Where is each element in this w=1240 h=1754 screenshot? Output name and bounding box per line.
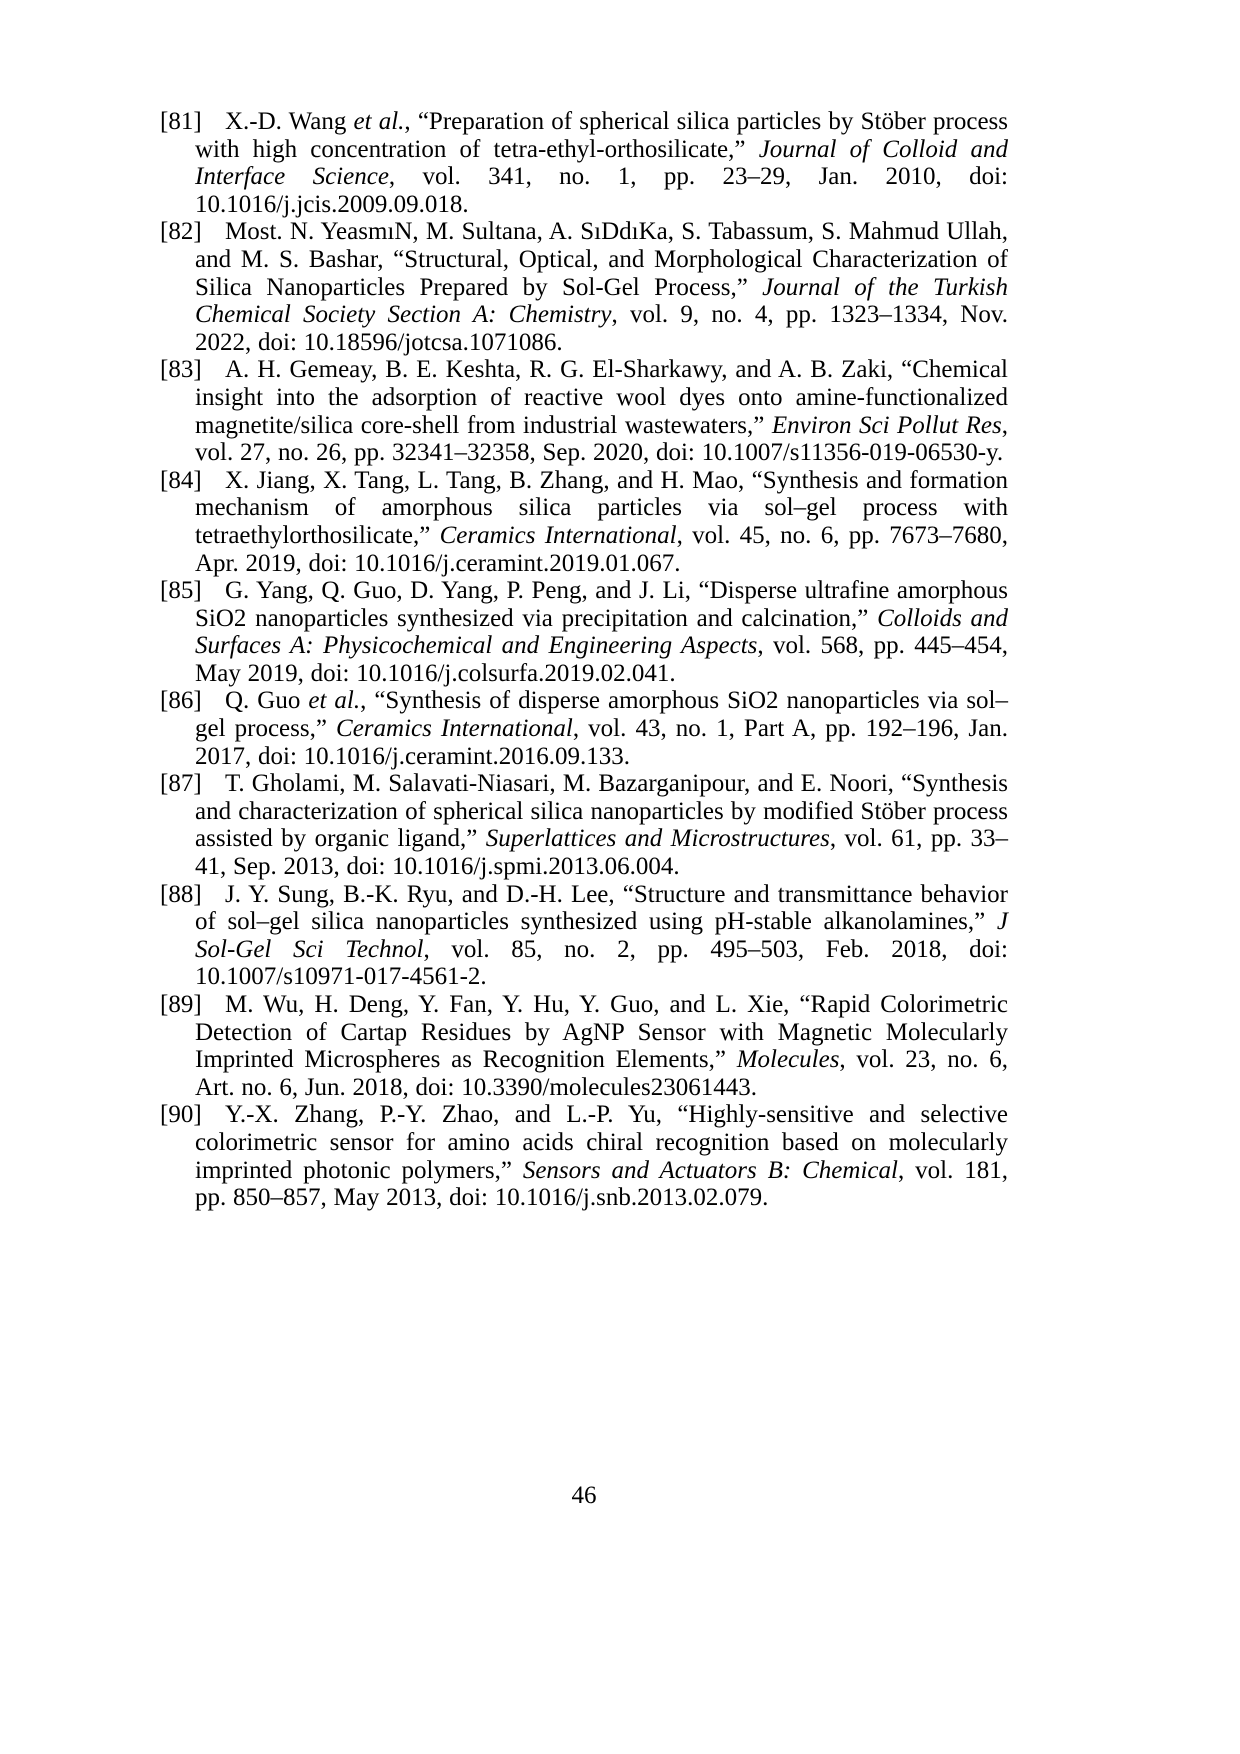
reference-text-italic: Ceramics International xyxy=(336,715,573,743)
reference-text: , vol. 27, no. 26, pp. 32341–32358, Sep. 2020, doi: 10.1007/s11356-019-06530-y. xyxy=(195,411,1008,467)
reference-text: , vol. 45, no. 6, pp. 7673–7680, Apr. 2019, doi: 10.1016/j.ceramint.2019.01.067. xyxy=(195,521,1008,577)
reference-text: A. H. Gemeay, B. E. Keshta, R. G. El-Sharkawy, and A. B. Zaki, “Chemical insight into the adsorption of reactive wool dyes onto amine-functionalized magnetite/silica core-shell from industrial wastewaters,” xyxy=(195,356,1008,439)
reference-text: X.-D. Wang xyxy=(225,108,354,135)
reference-list xyxy=(160,108,1008,1212)
reference-label: [89] xyxy=(160,991,202,1018)
reference-text-italic: Journal of Colloid and Interface Science xyxy=(195,135,1008,191)
reference-label: [82] xyxy=(160,218,202,246)
reference-label: [83] xyxy=(160,356,202,384)
reference-item xyxy=(160,108,1008,218)
reference-text: J. Y. Sung, B.-K. Ryu, and D.-H. Lee, “Structure and transmittance behavior of sol–gel silica nanoparticles synthesized using pH-stable alkanolamines,” xyxy=(195,880,1008,936)
reference-text: X. Jiang, X. Tang, L. Tang, B. Zhang, and H. Mao, “Synthesis and formation mechanism of amorphous silica particles via sol–gel process with tetraethylorthosilicate,” xyxy=(195,466,1008,549)
reference-text: G. Yang, Q. Guo, D. Yang, P. Peng, and J. Li, “Disperse ultrafine amorphous SiO2 nanoparticles synthesized via precipitation and calcination,” xyxy=(195,577,1008,632)
reference-item xyxy=(160,1101,1008,1211)
reference-text: Most. N. YeasmıN, M. Sultana, A. SıDdıKa, S. Tabassum, S. Mahmud Ullah, and M. S. Bashar, “Structural, Optical, and Morphological Characterization of Silica Nanoparticles Prepared by Sol-Gel Process,” xyxy=(195,218,1008,301)
reference-item xyxy=(160,356,1008,466)
reference-text-italic: Molecules xyxy=(736,1046,840,1074)
reference-item xyxy=(160,687,1008,770)
reference-text-italic: et al. xyxy=(353,108,405,135)
reference-label: [86] xyxy=(160,687,202,715)
reference-item xyxy=(160,467,1008,577)
reference-item xyxy=(160,770,1008,880)
reference-text: , vol. 23, no. 6, Art. no. 6, Jun. 2018, doi: 10.3390/molecules23061443. xyxy=(195,1046,1009,1101)
reference-text-italic: Journal of the Turkish Chemical Society Section A: Chemistry xyxy=(195,273,1008,329)
reference-text-italic: Colloids and Surfaces A: Physicochemical and Engineering Aspects xyxy=(195,604,1008,660)
reference-text: , vol. 341, no. 1, pp. 23–29, Jan. 2010, doi: 10.1016/j.jcis.2009.09.018. xyxy=(195,163,1008,218)
reference-label: [88] xyxy=(160,880,202,908)
reference-item xyxy=(160,881,1008,991)
reference-text-italic: J Sol-Gel Sci Technol xyxy=(195,908,1008,963)
reference-text: T. Gholami, M. Salavati-Niasari, M. Bazarganipour, and E. Noori, “Synthesis and characterization of spherical silica nanoparticles by modified Stöber process assisted by organic ligand,” xyxy=(195,770,1008,853)
reference-text-italic: et al. xyxy=(308,687,361,715)
reference-text: , “Preparation of spherical silica particles by Stöber process with high concentration of tetra-ethyl-orthosilicate,” xyxy=(195,108,1008,163)
reference-text: , vol. 85, no. 2, pp. 495–503, Feb. 2018, doi: 10.1007/s10971-017-4561-2. xyxy=(195,935,1009,991)
reference-text: Y.-X. Zhang, P.-Y. Zhao, and L.-P. Yu, “Highly-sensitive and selective colorimetric sensor for amino acids chiral recognition based on molecularly imprinted photonic polymers,” xyxy=(195,1101,1008,1184)
reference-text: Q. Guo xyxy=(225,687,309,715)
reference-text-italic: Sensors and Actuators B: Chemical xyxy=(522,1156,898,1184)
reference-text: , vol. 181, pp. 850–857, May 2013, doi: 10.1016/j.snb.2013.02.079. xyxy=(195,1156,1008,1212)
reference-label: [87] xyxy=(160,770,202,798)
reference-text: , vol. 9, no. 4, pp. 1323–1334, Nov. 2022, doi: 10.18596/jotcsa.1071086. xyxy=(195,301,1008,356)
reference-text-italic: Environ Sci Pollut Res xyxy=(771,411,1002,439)
reference-label: [84] xyxy=(160,466,202,494)
reference-text: , vol. 43, no. 1, Part A, pp. 192–196, Jan. 2017, doi: 10.1016/j.ceramint.2016.09.133. xyxy=(195,715,1008,770)
reference-text: , vol. 61, pp. 33–41, Sep. 2013, doi: 10.1016/j.spmi.2013.06.004. xyxy=(195,825,1008,881)
reference-label: [90] xyxy=(160,1101,202,1129)
reference-text: M. Wu, H. Deng, Y. Fan, Y. Hu, Y. Guo, and L. Xie, “Rapid Colorimetric Detection of Cartap Residues by AgNP Sensor with Magnetic Molecularly Imprinted Microspheres as Recognition Elements,” xyxy=(195,991,1008,1074)
reference-item xyxy=(160,218,1008,356)
reference-item xyxy=(160,577,1008,687)
page-number: 46 xyxy=(571,1482,597,1509)
reference-text: , vol. 568, pp. 445–454, May 2019, doi: 10.1016/j.colsurfa.2019.02.041. xyxy=(195,632,1008,687)
reference-label: [81] xyxy=(160,108,202,135)
reference-text-italic: Superlattices and Microstructures xyxy=(485,825,830,853)
reference-item xyxy=(160,991,1008,1101)
reference-text: , “Synthesis of disperse amorphous SiO2 nanoparticles via sol–gel process,” xyxy=(195,687,1008,743)
reference-text-italic: Ceramics International xyxy=(439,521,677,549)
reference-label: [85] xyxy=(160,577,202,605)
